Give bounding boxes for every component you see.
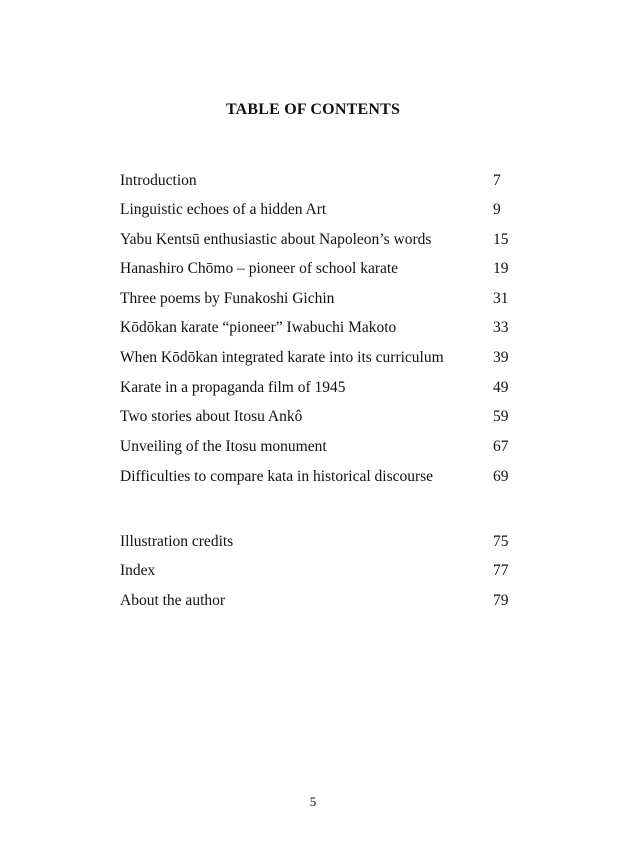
toc-entry: [120, 531, 512, 553]
page-number: 5: [309, 794, 317, 809]
toc-entry-title: Two stories about Itosu Ankô: [120, 408, 303, 425]
toc-entry-title: When Kōdōkan integrated karate into its curriculum: [120, 349, 444, 366]
toc-entry-title: Kōdōkan karate “pioneer” Iwabuchi Makoto: [120, 319, 397, 336]
toc-entry-page: 33: [493, 319, 509, 336]
toc-entry: [120, 199, 512, 221]
toc-entry-page: 69: [493, 468, 509, 485]
toc-entry: [120, 229, 512, 251]
toc-entry: [120, 288, 512, 310]
toc-entry-page: 39: [493, 349, 509, 366]
toc-entry-title: Unveiling of the Itosu monument: [120, 438, 327, 455]
toc-entry: [120, 347, 512, 369]
toc-entry-title: Karate in a propaganda film of 1945: [120, 379, 346, 396]
toc-entry: [120, 590, 512, 612]
page-title: TABLE OF CONTENTS: [225, 101, 401, 118]
toc-entry-page: 59: [493, 408, 509, 425]
toc-entry-page: 19: [493, 260, 509, 277]
toc-entry: [120, 170, 512, 192]
toc-entry-title: Introduction: [120, 172, 197, 189]
toc-entry-page: 49: [493, 379, 509, 396]
toc-entry: [120, 560, 512, 582]
toc-entry-title: Three poems by Funakoshi Gichin: [120, 290, 335, 307]
toc-entry-page: 79: [493, 592, 509, 609]
toc-entry: [120, 406, 512, 428]
toc-entry-title: Hanashiro Chōmo – pioneer of school karate: [120, 260, 399, 277]
toc-entry: [120, 317, 512, 339]
toc-entry-page: 7: [493, 172, 501, 189]
toc-entry: [120, 466, 512, 488]
toc-entry-title: About the author: [120, 592, 226, 609]
toc-entry-title: Difficulties to compare kata in historical discourse: [120, 468, 434, 485]
toc-entry-title: Linguistic echoes of a hidden Art: [120, 201, 327, 218]
toc-entry-title: Yabu Kentsū enthusiastic about Napoleon’s words: [120, 231, 432, 248]
toc-entry-page: 77: [493, 562, 509, 579]
toc-entry-title: Illustration credits: [120, 533, 234, 550]
toc-entry-page: 75: [493, 533, 509, 550]
toc-entry-page: 15: [493, 231, 509, 248]
toc-entry-page: 67: [493, 438, 509, 455]
toc-entry-title: Index: [120, 562, 156, 579]
toc-entry: [120, 258, 512, 280]
toc-entry-page: 31: [493, 290, 509, 307]
toc-entry: [120, 377, 512, 399]
toc-entry: [120, 436, 512, 458]
toc-entry-page: 9: [493, 201, 501, 218]
